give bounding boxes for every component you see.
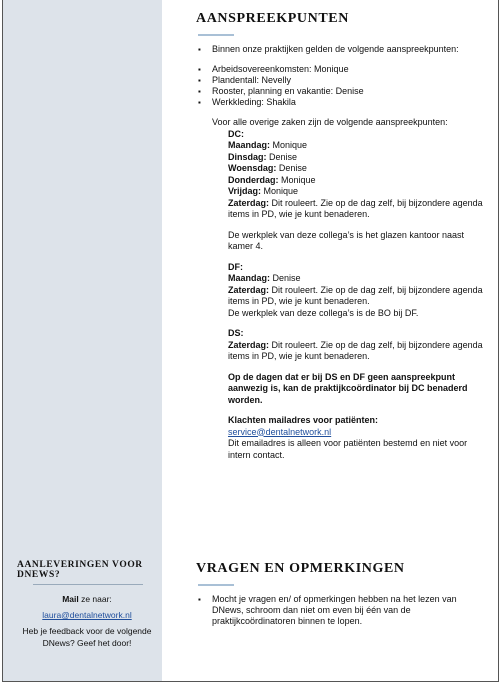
questions-title: VRAGEN EN OPMERKINGEN: [196, 561, 405, 576]
contact-section: [196, 10, 486, 461]
day-name: Denise: [270, 273, 301, 283]
day-row: [228, 152, 486, 164]
day-label: Vrijdag:: [228, 186, 262, 196]
day-name: Denise: [276, 163, 307, 173]
saturday-row: [228, 285, 486, 308]
day-name: Denise: [266, 151, 298, 162]
complaints-email-link[interactable]: service@dentalnetwork.nl: [228, 426, 332, 437]
contact-list: [196, 64, 486, 108]
questions-list: [196, 594, 486, 627]
submissions-title: AANLEVERINGEN VOOR DNEWS?: [17, 560, 143, 580]
day-row: [228, 175, 486, 187]
list-item: ▪ Arbeidsovereenkomsten: Monique: [196, 64, 486, 75]
mail-suffix: ze naar:: [78, 594, 112, 604]
saturday-text: Dit rouleert. Zie op de dag zelf, bij bijzondere agenda items in PD, wie je kunt benaderen.: [228, 284, 483, 306]
list-item: ▪ Binnen onze praktijken gelden de volgende aanspreekpunten:: [196, 44, 486, 55]
title-rule: [198, 584, 234, 586]
complaints-title: Klachten mailadres voor patiënten:: [228, 415, 379, 425]
list-item: ▪ Mocht je vragen en/ of opmerkingen hebben na het lezen van DNews, schroom dan niet om even bij één van de praktijkcoördinatoren binnen te lopen.: [196, 594, 486, 627]
submissions-body: [17, 593, 157, 649]
df-label: DF:: [228, 261, 243, 272]
complaints-note: Dit emailadres is alleen voor patiënten bestemd en niet voor intern contact.: [228, 438, 468, 460]
dc-workplace: De werkplek van deze collega’s is het glazen kantoor naast kamer 4.: [228, 229, 464, 251]
feedback-text: Heb je feedback voor de volgende DNews? Geef het door!: [22, 626, 152, 648]
saturday-row: [228, 340, 486, 363]
contact-title: AANSPREEKPUNTEN: [196, 11, 349, 26]
page-border: [498, 0, 499, 682]
mail-label: Mail: [62, 594, 79, 604]
other-intro: Voor alle overige zaken zijn de volgende aanspreekpunten:: [212, 117, 448, 127]
dc-label: DC:: [228, 128, 244, 139]
day-name: Monique: [278, 174, 316, 185]
day-label: Zaterdag:: [228, 284, 270, 295]
dc-block: [228, 129, 486, 462]
day-label: Dinsdag:: [228, 151, 267, 162]
submissions-box: [17, 560, 157, 649]
day-row: [228, 163, 486, 175]
sidebar: [2, 0, 162, 682]
day-label: Maandag:: [228, 140, 271, 150]
day-name: Monique: [270, 140, 308, 150]
saturday-text: Dit rouleert. Zie op de dag zelf, bij bijzondere agenda items in PD, wie je kunt benaderen.: [228, 339, 483, 361]
day-row: [228, 140, 486, 152]
submissions-email-link[interactable]: laura@dentalnetwork.nl: [42, 610, 132, 620]
saturday-text: Dit rouleert. Zie op de dag zelf, bij bijzondere agenda items in PD, wie je kunt benaderen.: [228, 197, 483, 219]
day-row: [228, 273, 486, 285]
title-rule: [198, 34, 234, 36]
notice-text: Op de dagen dat er bij DS en DF geen aanspreekpunt aanwezig is, kan de praktijkcoördinator bij DC benaderd worden.: [228, 371, 468, 405]
day-label: Maandag:: [228, 273, 271, 283]
mail-line: [17, 593, 157, 605]
day-label: Donderdag:: [228, 174, 279, 185]
list-item: ▪ Plandentall: Nevelly: [196, 75, 486, 86]
questions-section: [196, 560, 486, 627]
day-name: Monique: [261, 186, 299, 196]
day-label: Zaterdag:: [228, 197, 270, 208]
day-label: Woensdag:: [228, 163, 277, 173]
ds-label: DS:: [228, 328, 244, 338]
divider: [33, 584, 143, 585]
df-workplace: De werkplek van deze collega’s is de BO bij DF.: [228, 307, 419, 318]
saturday-row: [228, 198, 486, 221]
intro-list: [196, 44, 486, 55]
day-row: [228, 186, 486, 198]
list-item: ▪ Werkkleding: Shakila: [196, 97, 486, 108]
day-label: Zaterdag:: [228, 339, 270, 350]
list-item: ▪ Rooster, planning en vakantie: Denise: [196, 86, 486, 97]
page-border: [2, 681, 499, 682]
